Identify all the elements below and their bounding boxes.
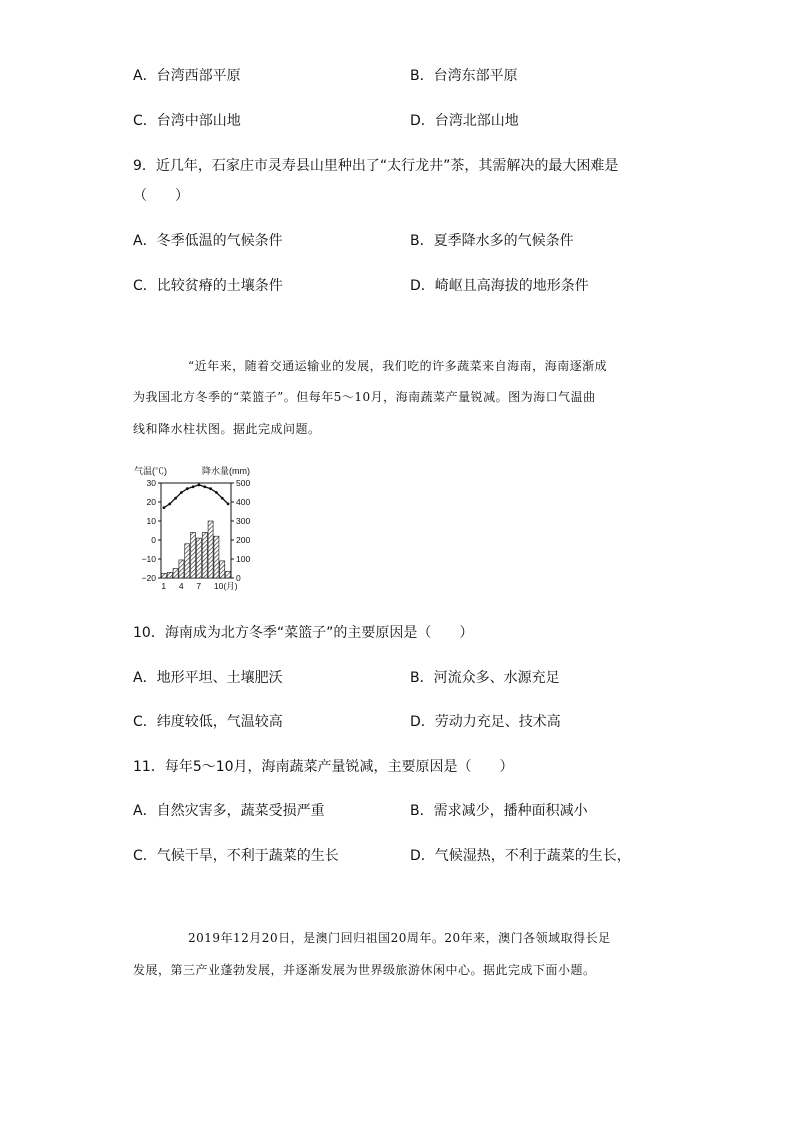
passage1-line-2: 为我国北方冬季的“菜篮子”。但每年5～10月，海南蔬菜产量锐减。图为海口气温曲 bbox=[133, 390, 596, 404]
q11-stem: 11．每年5～10月，海南蔬菜产量锐减，主要原因是（ ） bbox=[133, 759, 514, 775]
precipitation-bar bbox=[167, 572, 172, 578]
left-axis-label: 气温(℃) bbox=[134, 466, 167, 476]
precipitation-bar bbox=[202, 532, 207, 578]
q11-option-a: A．自然灾害多，蔬菜受损严重 bbox=[133, 803, 325, 819]
right-axis-tick-label: 400 bbox=[236, 497, 251, 507]
passage2-line-2: 发展，第三产业蓬勃发展，并逐渐发展为世界级旅游休闲中心。据此完成下面小题。 bbox=[133, 963, 596, 977]
precipitation-bar bbox=[196, 538, 201, 578]
q9-stem: 9．近几年，石家庄市灵寿县山里种出了“太行龙井”茶，其需解决的最大困难是 bbox=[133, 158, 619, 174]
left-axis-tick-label: −10 bbox=[141, 554, 156, 564]
right-axis-tick-label: 200 bbox=[236, 535, 251, 545]
precipitation-bar bbox=[173, 569, 178, 579]
temperature-point bbox=[192, 485, 195, 488]
passage1-line-1: “近年来，随着交通运输业的发展，我们吃的许多蔬菜来自海南，海南逐渐成 bbox=[188, 359, 608, 373]
temperature-point bbox=[215, 491, 218, 494]
temperature-point bbox=[209, 487, 212, 490]
temperature-point bbox=[180, 491, 183, 494]
x-axis-tick-label: 10(月) bbox=[213, 581, 238, 591]
q9-option-d: D．崎岖且高海拔的地形条件 bbox=[410, 278, 589, 294]
left-axis-tick-label: 30 bbox=[146, 478, 156, 488]
q11-option-b: B．需求减少，播种面积减小 bbox=[410, 803, 588, 819]
climate-chart bbox=[132, 462, 272, 594]
right-axis-tick-label: 100 bbox=[236, 554, 251, 564]
right-axis-tick-label: 300 bbox=[236, 516, 251, 526]
precipitation-bar bbox=[208, 521, 213, 578]
passage1-line-3: 线和降水柱状图。据此完成问题。 bbox=[133, 422, 321, 436]
x-axis-tick-label: 4 bbox=[178, 581, 184, 591]
precipitation-bar bbox=[214, 536, 219, 578]
temperature-point bbox=[221, 497, 224, 500]
x-axis-tick-label: 7 bbox=[196, 581, 202, 591]
q8-option-c: C．台湾中部山地 bbox=[133, 113, 241, 129]
left-axis-tick-label: 20 bbox=[146, 497, 156, 507]
q10-option-d: D．劳动力充足、技术高 bbox=[410, 714, 561, 730]
precipitation-bar bbox=[220, 561, 225, 578]
q9-option-b: B．夏季降水多的气候条件 bbox=[410, 233, 574, 249]
q9-answer-blank: （ ） bbox=[133, 188, 189, 204]
right-axis-label: 降水量(mm) bbox=[202, 466, 250, 476]
precipitation-bar bbox=[226, 571, 231, 578]
precipitation-bar bbox=[185, 544, 190, 578]
q8-option-d: D．台湾北部山地 bbox=[410, 113, 519, 129]
q11-option-d: D．气候湿热，不利于蔬菜的生长， bbox=[410, 848, 631, 864]
q8-option-b: B．台湾东部平原 bbox=[410, 68, 518, 84]
passage2-line-1: 2019年12月20日，是澳门回归祖国20周年。20年来，澳门各领域取得长足 bbox=[188, 931, 611, 945]
temperature-point bbox=[168, 503, 171, 506]
q9-option-c: C．比较贫瘠的土壤条件 bbox=[133, 278, 283, 294]
left-axis-tick-label: −20 bbox=[141, 573, 156, 583]
temperature-point bbox=[203, 485, 206, 488]
temperature-point bbox=[186, 487, 189, 490]
q9-option-a: A．冬季低温的气候条件 bbox=[133, 233, 283, 249]
q10-option-a: A．地形平坦、土壤肥沃 bbox=[133, 670, 283, 686]
temperature-point bbox=[174, 497, 177, 500]
q8-option-a: A．台湾西部平原 bbox=[133, 68, 241, 84]
temperature-point bbox=[227, 503, 230, 506]
right-axis-tick-label: 500 bbox=[236, 478, 251, 488]
q10-stem: 10．海南成为北方冬季“菜篮子”的主要原因是（ ） bbox=[133, 625, 474, 641]
precipitation-bar bbox=[179, 560, 184, 578]
left-axis-tick-label: 10 bbox=[146, 516, 156, 526]
q11-option-c: C．气候干旱，不利于蔬菜的生长 bbox=[133, 848, 339, 864]
left-axis-tick-label: 0 bbox=[151, 535, 156, 545]
q10-option-c: C．纬度较低，气温较高 bbox=[133, 714, 283, 730]
precipitation-bar bbox=[191, 532, 196, 578]
right-axis-tick-label: 0 bbox=[236, 573, 241, 583]
temperature-point bbox=[163, 506, 166, 509]
temperature-point bbox=[198, 484, 201, 487]
q10-option-b: B．河流众多、水源充足 bbox=[410, 670, 560, 686]
temperature-line bbox=[164, 485, 228, 508]
x-axis-tick-label: 1 bbox=[161, 581, 167, 591]
precipitation-bar bbox=[161, 573, 166, 578]
